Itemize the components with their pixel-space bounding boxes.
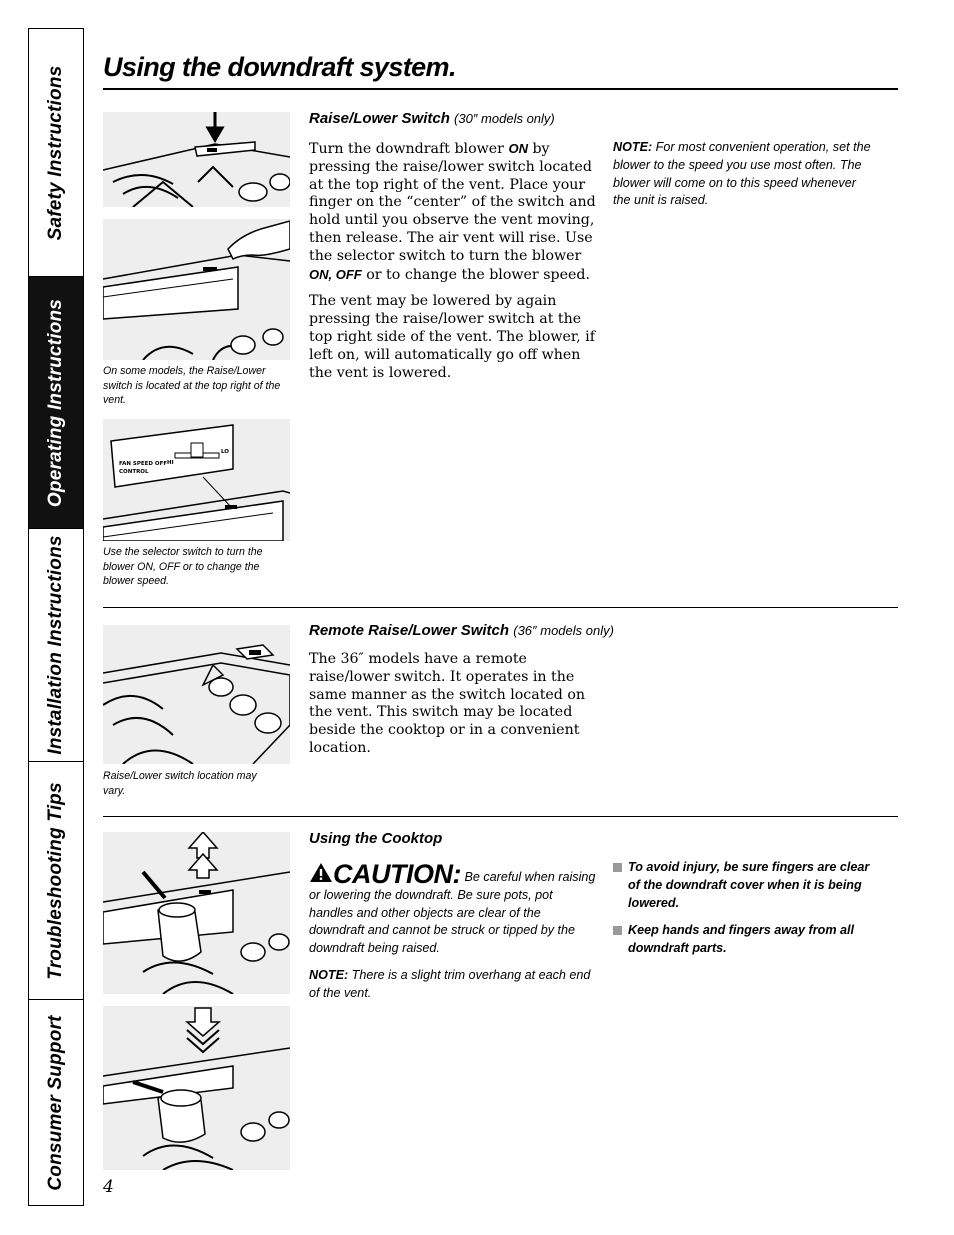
caution-paragraph (309, 859, 597, 958)
title-rule (103, 88, 898, 90)
emphasis-on: ON (508, 141, 528, 156)
note-text: There is a slight trim overhang at each end of the vent. (309, 967, 591, 1000)
tab-label: Consumer Support (45, 1014, 66, 1191)
note-label: NOTE: (613, 140, 653, 154)
section1-paragraph-2: The vent may be lowered by again pressing the raise/lower switch at the top right side of the vent. The blower, if left on, will automatically go off when the vent is lowered. (309, 293, 595, 381)
panel-label-control: CONTROL (119, 469, 149, 475)
caution-text: Be careful when raising or lowering the downdraft. Be sure pots, pot handles and other objects are clear of the downdraft and cannot be struck or tipped by the downdraft being raised. (309, 870, 596, 956)
panel-label-lo: LO (221, 449, 229, 455)
warning-triangle-icon (309, 862, 333, 883)
note-label: NOTE: (309, 967, 349, 982)
emphasis-on-off: ON, OFF (309, 266, 362, 282)
heading-text: Remote Raise/Lower Switch (309, 622, 510, 639)
bullet-square-icon (613, 926, 622, 935)
tab-consumer-support[interactable] (29, 1000, 83, 1205)
text-run: Turn the downdraft blower (309, 141, 509, 157)
bullet-text: Keep hands and fingers away from all downdraft parts. (628, 923, 855, 956)
side-tabs (28, 28, 84, 1206)
caution-word: CAUTION: (333, 859, 461, 889)
section-divider (103, 607, 898, 608)
illustration-vent-lowering-pot (103, 1006, 290, 1170)
section-heading-raise-lower (309, 110, 555, 127)
section1-paragraph-1 (309, 140, 597, 284)
illustration-finger-on-switch (103, 219, 290, 360)
illustration-vent-switch-top (103, 112, 290, 207)
text-run: by pressing the raise/lower switch located at the top right of the vent. Place your finger on the “center” of the switch and hold until you observe the vent moving, then release. The air vent will rise. Use the selector switch to turn the blower (309, 141, 596, 264)
illustration-selector-panel (103, 419, 290, 541)
tab-label: Installation Instructions (45, 535, 66, 755)
page-number: 4 (103, 1177, 114, 1197)
section2-paragraph: The 36″ models have a remote raise/lower switch. It operates in the same manner as the switch located on the vent. This switch may be located beside the cooktop or in a convenient location. (309, 651, 586, 756)
tab-label: Safety Instructions (45, 65, 66, 240)
heading-sub: (36″ models only) (513, 623, 614, 638)
tab-label: Troubleshooting Tips (45, 781, 66, 980)
tab-safety-instructions[interactable] (29, 29, 83, 277)
tab-troubleshooting-tips[interactable] (29, 762, 83, 1000)
bullet-square-icon (613, 863, 622, 872)
illustration-remote-switch (103, 625, 290, 764)
section1-body (309, 140, 597, 391)
panel-label-hi: HI (167, 460, 174, 466)
bullet-item (613, 922, 883, 958)
section-divider (103, 816, 898, 817)
trim-note (309, 967, 597, 1003)
bullet-item (613, 859, 883, 912)
section-heading-remote-switch (309, 622, 614, 639)
illustration-vent-raising-pot (103, 832, 290, 994)
heading-text: Raise/Lower Switch (309, 110, 450, 127)
tab-installation-instructions[interactable] (29, 529, 83, 762)
note-blower-speed (613, 139, 873, 210)
heading-sub: (30″ models only) (454, 111, 555, 126)
safety-bullets (613, 859, 883, 968)
caption-selector-switch: Use the selector switch to turn the blower ON, OFF or to change the blower speed. (103, 546, 263, 587)
text-run: or to change the blower speed. (361, 266, 590, 283)
caution-block (309, 859, 597, 1012)
section2-body (309, 651, 597, 767)
tab-operating-instructions[interactable] (29, 277, 83, 529)
panel-label-fan-speed: FAN SPEED OFF (119, 461, 168, 467)
page-title: Using the downdraft system. (103, 52, 456, 82)
bullet-text: To avoid injury, be sure fingers are clear of the downdraft cover when it is being lowered. (628, 860, 870, 910)
caption-switch-location: On some models, the Raise/Lower switch is located at the top right of the vent. (103, 365, 281, 406)
caption-switch-location-varies: Raise/Lower switch location may vary. (103, 770, 257, 797)
tab-label: Operating Instructions (45, 298, 66, 507)
section-heading-using-cooktop (309, 830, 442, 847)
heading-text: Using the Cooktop (309, 830, 443, 847)
note-text: For most convenient operation, set the blower to the speed you use most often. The blower will come on to this speed whenever the unit is raised. (613, 140, 871, 208)
